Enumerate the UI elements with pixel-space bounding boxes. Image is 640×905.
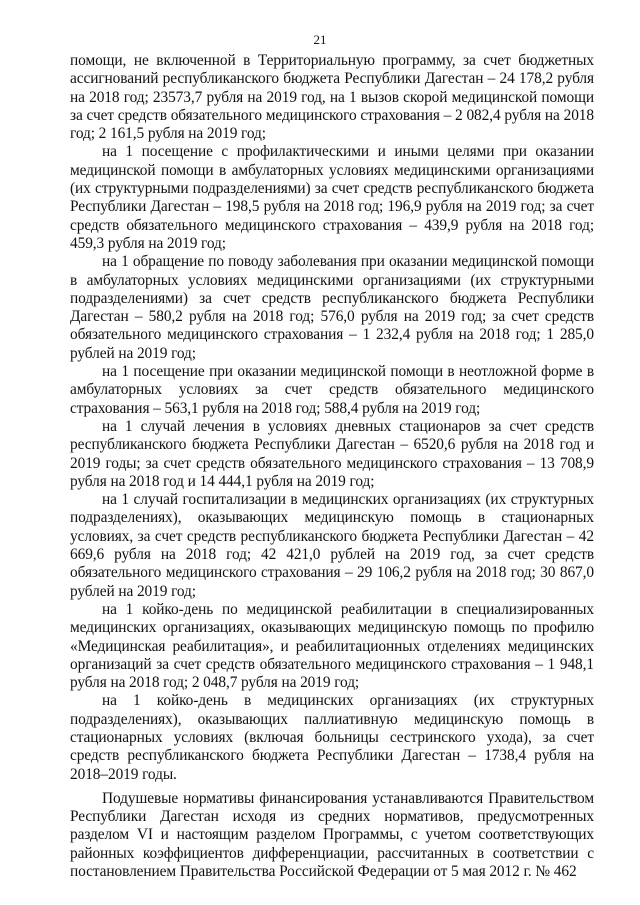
page-number: 21 (313, 32, 327, 47)
paragraph: помощи, не включенной в Территориальную программу, за счет бюджетных ассигнований республиканского бюджета Республики Дагестан – 24 178,2 рубля на 2018 год; 23573,7 рубля на 2019 год, на 1 вызов скорой медицинской помощи за счет средств обязательного медицинского страхования – 2 082,4 рубля на 2018 год; 2 161,5 рубля на 2019 год; (70, 52, 594, 143)
paragraph: на 1 обращение по поводу заболевания при оказании медицинской помощи в амбулаторных условиях медицинскими организациями (их структурными подразделениями) за счет средств республиканского бюджета Республики Дагестан – 580,2 рубля на 2018 год; 576,0 рубля на 2019 год; за счет средств обязательного медицинского страхования – 1 232,4 рубля на 2018 год; 1 285,0 рублей на 2019 год; (70, 253, 594, 362)
paragraph: на 1 койко-день в медицинских организациях (их структурных подразделениях), оказывающих паллиативную медицинскую помощь в стационарных условиях (включая больницы сестринского ухода), за счет средств республиканского бюджета Республики Дагестан – 1738,4 рубля на 2018–2019 годы. (70, 692, 594, 783)
paragraph: Подушевые нормативы финансирования устанавливаются Правительством Республики Дагестан исходя из средних нормативов, предусмотренных разделом VI и настоящим разделом Программы, с учетом соответствующих районных коэффициентов дифференциации, рассчитанных в соответствии с постановлением Правительства Российской Федерации от 5 мая 2012 г. № 462 (70, 789, 594, 881)
paragraph: на 1 случай лечения в условиях дневных стационаров за счет средств республиканского бюджета Республики Дагестан – 6520,6 рубля на 2018 год и 2019 годы; за счет средств обязательного медицинского страхования – 13 708,9 рубля на 2018 год и 14 444,1 рубля на 2019 год; (70, 417, 594, 490)
document-body (70, 52, 594, 881)
paragraph: на 1 случай госпитализации в медицинских организациях (их структурных подразделениях), оказывающих медицинскую помощь в стационарных условиях, за счет средств республиканского бюджета Республики Дагестан – 42 669,6 рубля на 2018 год; 42 421,0 рублей на 2019 год, за счет средств обязательного медицинского страхования – 29 106,2 рубля на 2018 год; 30 867,0 рублей на 2019 год; (70, 491, 594, 600)
paragraph: на 1 койко-день по медицинской реабилитации в специализированных медицинских организациях, оказывающих медицинскую помощь по профилю «Медицинская реабилитация», и реабилитационных отделениях медицинских организаций за счет средств обязательного медицинского страхования – 1 948,1 рубля на 2018 год; 2 048,7 рубля на 2019 год; (70, 600, 594, 692)
paragraph: на 1 посещение при оказании медицинской помощи в неотложной форме в амбулаторных условиях за счет средств обязательного медицинского страхования – 563,1 рубля на 2018 год; 588,4 рубля на 2019 год; (70, 363, 594, 417)
paragraph: на 1 посещение с профилактическими и иными целями при оказании медицинской помощи в амбулаторных условиях медицинскими организациями (их структурными подразделениями) за счет средств республиканского бюджета Республики Дагестан – 198,5 рубля на 2018 год; 196,9 рубля на 2019 год; за счет средств обязательного медицинского страхования – 439,9 рубля на 2018 год; 459,3 рубля на 2019 год; (70, 143, 594, 252)
